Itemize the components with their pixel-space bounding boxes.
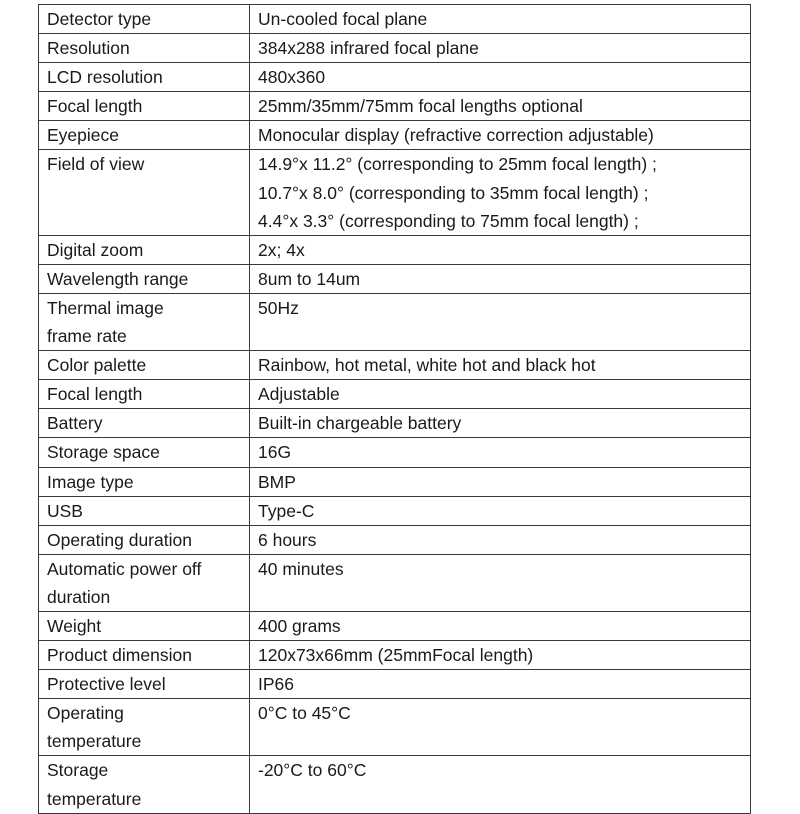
spec-label: Battery: [39, 409, 250, 438]
spec-table-body: [39, 5, 751, 814]
spec-row-focal-length: [39, 92, 751, 121]
spec-value: IP66: [250, 670, 751, 699]
spec-label: Detector type: [39, 5, 250, 34]
spec-row-frame-rate: [39, 293, 751, 350]
spec-row-lcd-resolution: [39, 63, 751, 92]
spec-row-field-of-view: [39, 150, 751, 235]
spec-label: Wavelength range: [39, 264, 250, 293]
spec-label: Storage space: [39, 438, 250, 467]
spec-label: Product dimension: [39, 641, 250, 670]
spec-value: 14.9°x 11.2° (corresponding to 25mm focal length) ; 10.7°x 8.0° (corresponding to 35mm focal length) ; 4.4°x 3.3° (corresponding to 75mm focal length) ;: [250, 150, 751, 235]
spec-row-resolution: [39, 34, 751, 63]
spec-label: USB: [39, 496, 250, 525]
spec-label: Thermal image frame rate: [39, 293, 250, 350]
spec-value: 16G: [250, 438, 751, 467]
spec-label: Focal length: [39, 380, 250, 409]
spec-label: Focal length: [39, 92, 250, 121]
spec-row-protective-level: [39, 670, 751, 699]
spec-row-product-dimension: [39, 641, 751, 670]
spec-label: Weight: [39, 611, 250, 640]
spec-row-color-palette: [39, 351, 751, 380]
spec-value: Un-cooled focal plane: [250, 5, 751, 34]
spec-value: Monocular display (refractive correction adjustable): [250, 121, 751, 150]
spec-value: 40 minutes: [250, 554, 751, 611]
spec-row-eyepiece: [39, 121, 751, 150]
spec-value: 384x288 infrared focal plane: [250, 34, 751, 63]
spec-value: Type-C: [250, 496, 751, 525]
spec-row-digital-zoom: [39, 235, 751, 264]
spec-row-wavelength-range: [39, 264, 751, 293]
spec-value: -20°C to 60°C: [250, 756, 751, 813]
spec-row-auto-power-off: [39, 554, 751, 611]
spec-value: Built-in chargeable battery: [250, 409, 751, 438]
spec-value: 2x; 4x: [250, 235, 751, 264]
spec-value: 6 hours: [250, 525, 751, 554]
spec-row-weight: [39, 611, 751, 640]
spec-label: Resolution: [39, 34, 250, 63]
spec-table: [38, 4, 751, 814]
spec-label: LCD resolution: [39, 63, 250, 92]
spec-value: 8um to 14um: [250, 264, 751, 293]
spec-value: 50Hz: [250, 293, 751, 350]
spec-label: Automatic power off duration: [39, 554, 250, 611]
spec-row-operating-temperature: [39, 699, 751, 756]
spec-value: 0°C to 45°C: [250, 699, 751, 756]
spec-row-usb: [39, 496, 751, 525]
spec-row-image-type: [39, 467, 751, 496]
spec-label: Operating duration: [39, 525, 250, 554]
spec-value: 120x73x66mm (25mmFocal length): [250, 641, 751, 670]
spec-value: 400 grams: [250, 611, 751, 640]
spec-value: 25mm/35mm/75mm focal lengths optional: [250, 92, 751, 121]
spec-value: Adjustable: [250, 380, 751, 409]
spec-label: Field of view: [39, 150, 250, 235]
spec-label: Color palette: [39, 351, 250, 380]
spec-label: Protective level: [39, 670, 250, 699]
spec-value: BMP: [250, 467, 751, 496]
spec-label: Image type: [39, 467, 250, 496]
spec-row-detector-type: [39, 5, 751, 34]
spec-value: 480x360: [250, 63, 751, 92]
spec-row-focal-adjust: [39, 380, 751, 409]
spec-row-storage-temperature: [39, 756, 751, 813]
spec-row-battery: [39, 409, 751, 438]
spec-row-storage-space: [39, 438, 751, 467]
spec-label: Operating temperature: [39, 699, 250, 756]
spec-value: Rainbow, hot metal, white hot and black hot: [250, 351, 751, 380]
spec-label: Digital zoom: [39, 235, 250, 264]
spec-row-operating-duration: [39, 525, 751, 554]
spec-label: Eyepiece: [39, 121, 250, 150]
spec-label: Storage temperature: [39, 756, 250, 813]
